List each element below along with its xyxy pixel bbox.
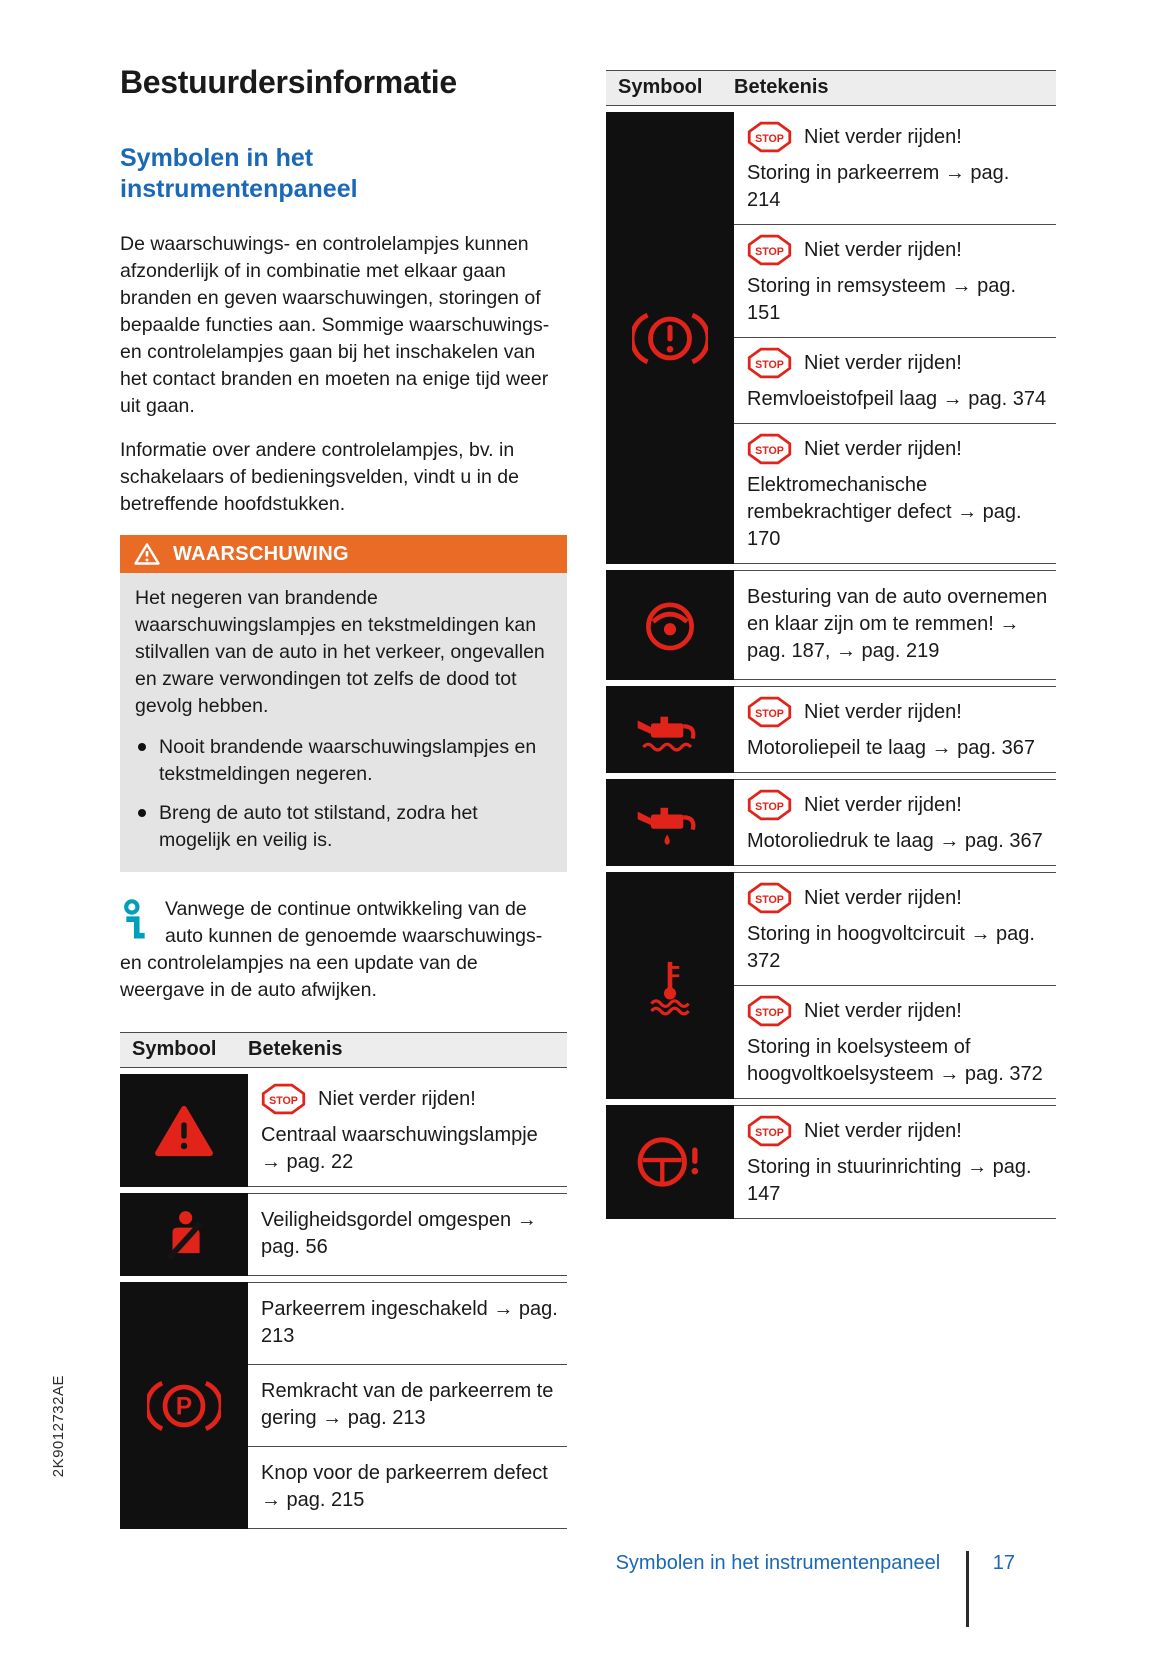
table-entry	[734, 986, 1056, 1099]
column-header-symbol: Symbool	[618, 76, 703, 98]
table-entry	[734, 112, 1056, 225]
stop-icon	[261, 1083, 306, 1115]
entry-description: Remvloeistofpeil laag → pag. 374	[747, 388, 1047, 410]
table-row-group	[120, 1282, 567, 1529]
left-column	[120, 64, 567, 1529]
stop-line	[747, 231, 1048, 273]
table-entry	[248, 1447, 567, 1529]
table-entry	[734, 873, 1056, 986]
stop-label: Niet verder rijden!	[804, 700, 962, 723]
warning-title: WAARSCHUWING	[173, 542, 349, 565]
symbol-cell	[606, 686, 734, 773]
steering-fault-icon	[631, 1134, 709, 1190]
symbol-cell	[606, 570, 734, 680]
table-entry	[248, 1194, 567, 1276]
table-row-group	[606, 779, 1056, 866]
stop-icon	[747, 121, 792, 153]
entry-description: Storing in remsysteem → pag. 151	[747, 275, 1016, 324]
table-entry	[734, 571, 1056, 680]
symbol-cell	[606, 112, 734, 564]
oil-level-icon	[632, 705, 708, 755]
entry-description: Storing in koelsysteem of hoogvoltkoelsysteem → pag. 372	[747, 1036, 1043, 1085]
entry-description: Motoroliedruk te laag → pag. 367	[747, 830, 1043, 852]
entry-description: Besturing van de auto overnemen en klaar zijn om te remmen! → pag. 187, → pag. 219	[747, 586, 1048, 662]
stop-icon	[747, 234, 792, 266]
entry-description: Knop voor de parkeerrem defect → pag. 215	[261, 1462, 548, 1511]
warning-bullet: Nooit brandende waarschuwingslampjes en tekstmeldingen negeren.	[135, 734, 552, 788]
section-heading: Symbolen in het instrumentenpaneel	[120, 144, 358, 203]
entry-description: Centraal waarschuwingslampje → pag. 22	[261, 1124, 538, 1173]
stop-label: Niet verder rijden!	[804, 125, 962, 148]
intro-paragraph-2: Informatie over andere controlelampjes, bv. in schakelaars of bedieningsvelden, vindt u in de betreffende hoofdstukken.	[120, 439, 519, 515]
meaning-cell	[248, 1193, 567, 1276]
symbol-table-right	[606, 70, 1056, 1219]
meaning-cell	[248, 1074, 567, 1187]
page-footer	[616, 1551, 1015, 1627]
stop-label: Niet verder rijden!	[804, 437, 962, 460]
table-row-group	[120, 1074, 567, 1187]
table-row-group	[606, 1105, 1056, 1219]
meaning-cell	[734, 872, 1056, 1099]
hands-on-steering-icon	[639, 598, 701, 653]
table-row-group	[606, 112, 1056, 564]
entry-description: Veiligheidsgordel omgespen → pag. 56	[261, 1209, 537, 1258]
page-number: 17	[992, 1552, 1015, 1574]
table-header	[120, 1032, 567, 1068]
parking-brake-icon	[147, 1378, 221, 1434]
meaning-cell	[734, 1105, 1056, 1219]
column-header-meaning: Betekenis	[248, 1038, 343, 1060]
stop-line	[747, 430, 1048, 472]
stop-label: Niet verder rijden!	[804, 999, 962, 1022]
warning-bullet-list	[135, 734, 552, 854]
column-header-meaning: Betekenis	[734, 76, 829, 98]
stop-icon	[747, 433, 792, 465]
oil-pressure-icon	[632, 798, 708, 848]
entry-description: Storing in stuurinrichting → pag. 147	[747, 1156, 1032, 1205]
stop-label: Niet verder rijden!	[318, 1087, 476, 1110]
warning-bullet: Breng de auto tot stilstand, zodra het mogelijk en veilig is.	[135, 800, 552, 854]
table-row-group	[120, 1193, 567, 1276]
stop-line	[261, 1080, 559, 1122]
entry-description: Motoroliepeil te laag → pag. 367	[747, 737, 1035, 759]
stop-icon	[747, 347, 792, 379]
table-row-group	[606, 872, 1056, 1099]
meaning-cell	[734, 686, 1056, 773]
central-warning-lamp-icon	[153, 1104, 215, 1158]
stop-label: Niet verder rijden!	[804, 1119, 962, 1142]
warning-header	[120, 535, 567, 573]
stop-line	[747, 344, 1048, 386]
symbol-cell	[120, 1282, 248, 1529]
symbol-table-left	[120, 1032, 567, 1529]
coolant-temperature-icon	[644, 956, 696, 1016]
meaning-cell	[734, 779, 1056, 866]
symbol-cell	[606, 779, 734, 866]
symbol-cell	[606, 1105, 734, 1219]
right-column	[606, 70, 1056, 1219]
footer-section-title: Symbolen in het instrumentenpaneel	[615, 1552, 941, 1574]
table-entry	[248, 1283, 567, 1365]
table-row-group	[606, 686, 1056, 773]
stop-line	[747, 786, 1048, 828]
symbol-cell	[606, 872, 734, 1099]
info-note-text: Vanwege de continue ontwikkeling van de auto kunnen de genoemde waarschuwings- en controlelampjes na een update van de weergave in de auto afwijken.	[120, 898, 543, 1001]
meaning-cell	[734, 570, 1056, 680]
entry-description: Parkeerrem ingeschakeld → pag. 213	[261, 1298, 558, 1347]
document-code: 2K9012732AE	[50, 1374, 67, 1477]
stop-label: Niet verder rijden!	[804, 238, 962, 261]
stop-icon	[747, 995, 792, 1027]
warning-text: Het negeren van brandende waarschuwingslampjes en tekstmeldingen kan stilvallen van de auto in het verkeer, ongevallen en zware verwondingen tot zelfs de dood tot gevolg hebben.	[135, 587, 545, 717]
stop-line	[747, 992, 1048, 1034]
entry-description: Remkracht van de parkeerrem te gering → pag. 213	[261, 1380, 554, 1429]
symbol-cell	[120, 1074, 248, 1187]
stop-icon	[747, 789, 792, 821]
table-entry	[734, 687, 1056, 773]
info-note	[120, 896, 567, 1004]
warning-triangle-icon	[133, 542, 161, 566]
stop-label: Niet verder rijden!	[804, 793, 962, 816]
table-entry	[248, 1365, 567, 1447]
table-entry	[734, 1106, 1056, 1219]
column-header-symbol: Symbool	[132, 1038, 217, 1060]
table-entry	[248, 1074, 567, 1187]
table-entry	[734, 424, 1056, 564]
stop-icon	[747, 882, 792, 914]
stop-icon	[747, 696, 792, 728]
meaning-cell	[734, 112, 1056, 564]
brake-warning-icon	[632, 310, 708, 367]
table-header	[606, 70, 1056, 106]
table-entry	[734, 225, 1056, 338]
stop-label: Niet verder rijden!	[804, 351, 962, 374]
page-title: Bestuurdersinformatie	[120, 64, 457, 100]
table-entry	[734, 338, 1056, 424]
warning-body	[120, 573, 567, 872]
symbol-cell	[120, 1193, 248, 1276]
table-row-group	[606, 570, 1056, 680]
entry-description: Storing in hoogvoltcircuit → pag. 372	[747, 923, 1035, 972]
seatbelt-icon	[161, 1210, 207, 1260]
stop-icon	[747, 1115, 792, 1147]
stop-label: Niet verder rijden!	[804, 886, 962, 909]
meaning-cell	[248, 1282, 567, 1529]
entry-description: Storing in parkeerrem → pag. 214	[747, 162, 1010, 211]
info-icon	[122, 899, 149, 943]
stop-line	[747, 1112, 1048, 1154]
entry-description: Elektromechanische rembekrachtiger defect → pag. 170	[747, 474, 1022, 550]
stop-line	[747, 693, 1048, 735]
intro-paragraph-1: De waarschuwings- en controlelampjes kunnen afzonderlijk of in combinatie met elkaar gaan branden en geven waarschuwingen, storingen of bepaalde functies aan. Sommige waarschuwings- en controlelampjes gaan bij het inschakelen van het contact branden en moeten na enige tijd weer uit gaan.	[120, 233, 550, 417]
stop-line	[747, 118, 1048, 160]
table-entry	[734, 780, 1056, 866]
stop-line	[747, 879, 1048, 921]
warning-box	[120, 535, 567, 872]
